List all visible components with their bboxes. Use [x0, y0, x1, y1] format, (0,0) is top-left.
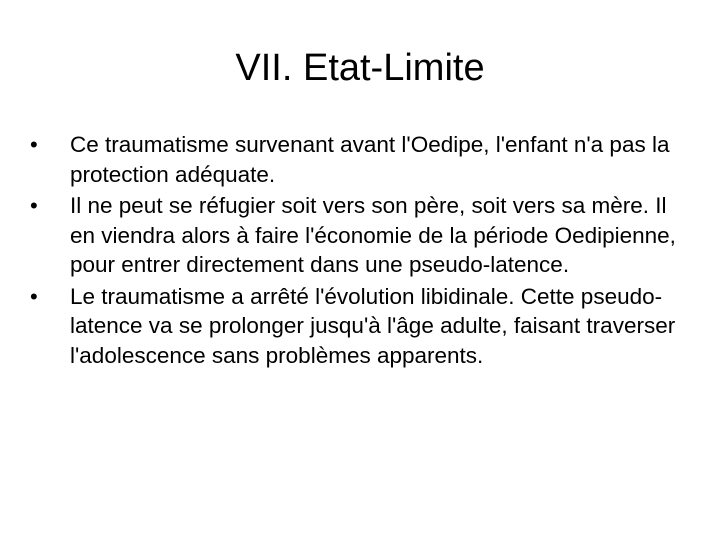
bullet-marker: • [30, 193, 38, 218]
slide-title: VII. Etat-Limite [235, 47, 485, 89]
bullet-marker: • [30, 283, 38, 309]
bullet-text: Il ne peut se réfugier soit vers son père, soit vers sa mère. Il en viendra alors à faire l'économie de la période Oedipienne, pour entrer directement dans une pseudo-latence. [70, 193, 676, 277]
bullet-item [30, 282, 680, 371]
bullet-list [30, 130, 680, 372]
bullet-text: Le traumatisme a arrêté l'évolution libidinale. Cette pseudo-latence va se prolonger jusqu'à l'âge adulte, faisant traverser l'adolescence sans problèmes apparents. [70, 283, 676, 368]
bullet-item [30, 130, 680, 189]
bullet-marker: • [30, 132, 38, 157]
bullet-item [30, 191, 680, 280]
bullet-text: Ce traumatisme survenant avant l'Oedipe, l'enfant n'a pas la protection adéquate. [70, 132, 670, 187]
